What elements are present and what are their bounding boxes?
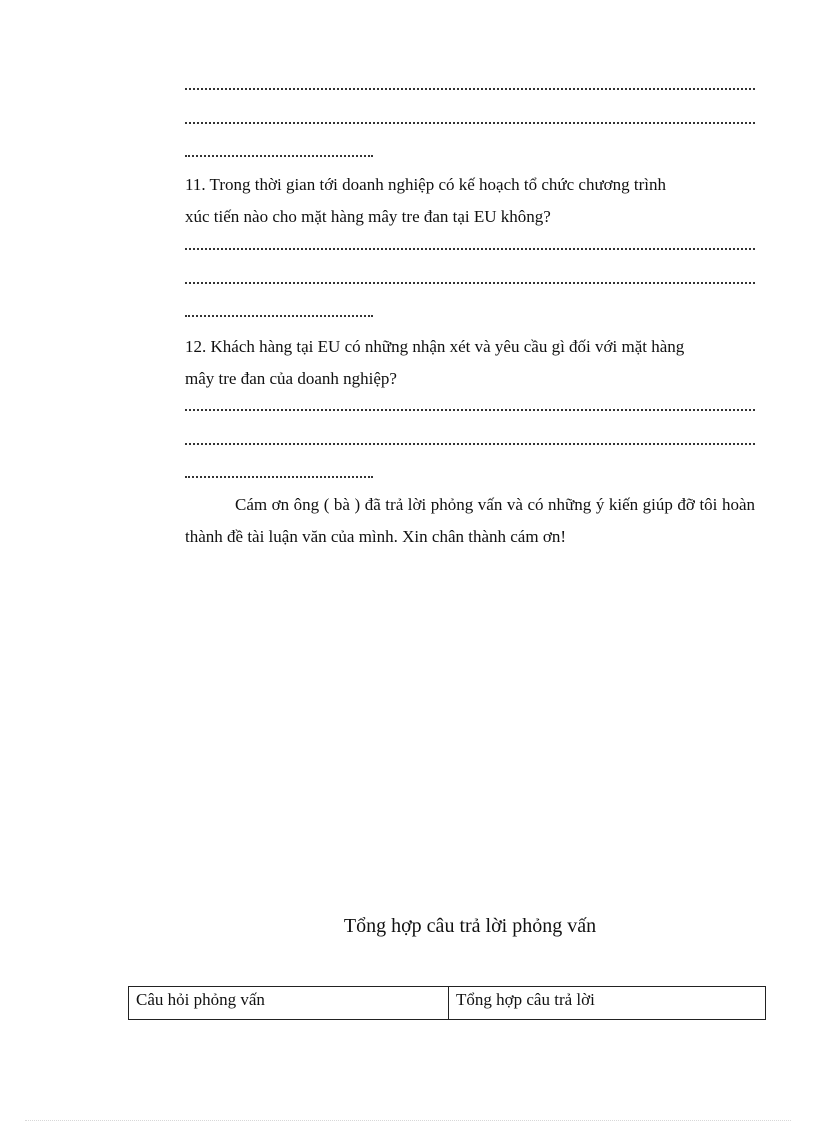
- answer-line: [185, 118, 755, 124]
- answer-line: [185, 84, 755, 90]
- summary-title: Tổng hợp câu trả lời phỏng vấn: [343, 915, 597, 937]
- answer-line: [185, 151, 373, 157]
- answer-line: [185, 244, 755, 250]
- answer-line: [185, 278, 755, 284]
- question-12-line2: mây tre đan của doanh nghiệp?: [185, 369, 397, 388]
- answer-line: [185, 311, 373, 317]
- answer-line: [185, 405, 755, 411]
- answer-line: [185, 472, 373, 478]
- column-header-questions: Câu hỏi phỏng vấn: [129, 987, 449, 1020]
- question-12-line1: 12. Khách hàng tại EU có những nhận xét và yêu cầu gì đối với mặt hàng: [185, 337, 685, 356]
- page-bottom-rule: [25, 1120, 791, 1121]
- question-11-line2: xúc tiến nào cho mặt hàng mây tre đan tại EU không?: [185, 207, 551, 226]
- question-11-line1: 11. Trong thời gian tới doanh nghiệp có kế hoạch tổ chức chương trình: [185, 175, 667, 194]
- closing-paragraph: Cám ơn ông ( bà ) đã trả lời phỏng vấn và có những ý kiến giúp đỡ tôi hoàn thành đề tài luận văn của mình. Xin chân thành cám ơn!: [185, 495, 755, 546]
- answer-line: [185, 439, 755, 445]
- summary-table: [128, 986, 766, 1020]
- table-header-row: [129, 987, 766, 1020]
- column-header-answers: Tổng hợp câu trả lời: [449, 987, 766, 1020]
